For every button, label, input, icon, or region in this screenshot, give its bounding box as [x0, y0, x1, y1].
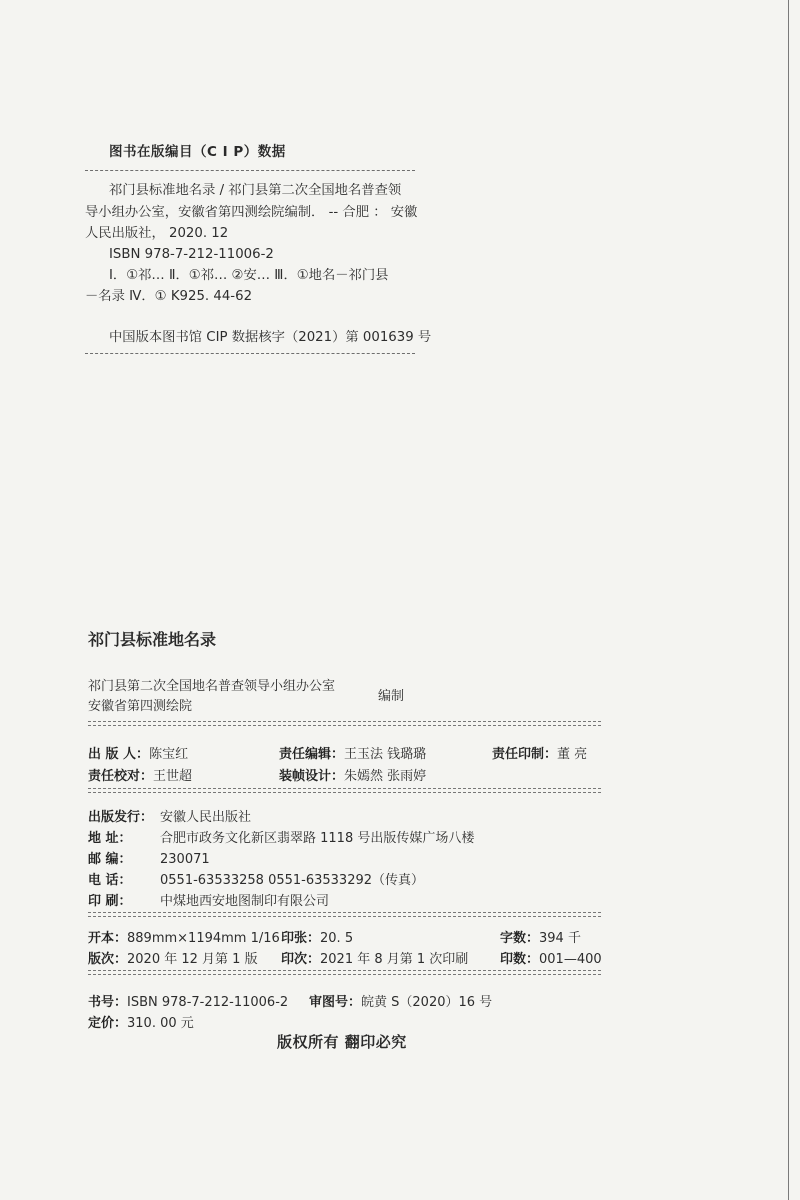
design-row: [279, 765, 426, 784]
design-value: 朱嫣然 张雨婷: [344, 769, 427, 784]
spec-impression: [281, 948, 468, 967]
info-row-address: [88, 827, 474, 846]
cip-top-rule: [85, 170, 415, 171]
spec-value: 394 千: [539, 931, 581, 946]
compiler-2: 安徽省第四测绘院: [88, 699, 193, 714]
spec-label: 版次：: [88, 952, 128, 967]
info-row-publisher: [88, 806, 251, 825]
info-label: 电 话：: [88, 873, 132, 888]
copyright-notice: 版权所有 翻印必究: [277, 1033, 407, 1051]
publisher-person-value: 陈宝红: [149, 747, 189, 762]
spec-label: 开本：: [88, 931, 128, 946]
info-value: 230071: [160, 852, 210, 867]
cip-line-3: 人民出版社， 2020. 12: [85, 226, 229, 241]
cip-line-2: 导小组办公室，安徽省第四测绘院编制． -- 合肥 ： 安徽: [85, 205, 418, 220]
price-row: [88, 1012, 194, 1031]
info-row-postcode: [88, 848, 210, 867]
spec-words: [500, 927, 581, 946]
publisher-person-label: 出 版 人：: [88, 747, 150, 762]
info-label: 印 刷：: [88, 894, 132, 909]
print-resp-row: [492, 743, 587, 762]
review-value: 皖黄 S（2020）16 号: [361, 995, 493, 1010]
editor-row: [279, 743, 426, 762]
spec-value: 20. 5: [320, 931, 354, 946]
info-row-printer: [88, 890, 329, 909]
cip-line-6: －名录 Ⅳ．① K925. 44-62: [85, 289, 253, 304]
info-label: 出版发行：: [88, 810, 154, 825]
price-value: 310. 00 元: [127, 1016, 194, 1031]
spec-label: 印数：: [500, 952, 540, 967]
info-value: 安徽人民出版社: [160, 810, 252, 825]
divider-3: [88, 912, 601, 917]
info-label: 邮 编：: [88, 852, 132, 867]
spec-print-run: [500, 948, 602, 967]
editor-value: 王玉法 钱璐璐: [344, 747, 427, 762]
cip-heading: 图书在版编目（C I P）数据: [109, 144, 286, 160]
info-label: 地 址：: [88, 831, 132, 846]
divider-1: [88, 721, 601, 726]
info-value: 合肥市政务文化新区翡翠路 1118 号出版传媒广场八楼: [160, 831, 475, 846]
proofreader-value: 王世超: [153, 769, 193, 784]
cip-data-number: 中国版本图书馆 CIP 数据核字（2021）第 001639 号: [109, 330, 432, 345]
divider-2: [88, 788, 601, 793]
publisher-person-row: [88, 743, 188, 762]
proofreader-row: [88, 765, 192, 784]
compile-label: 编制: [378, 689, 405, 704]
print-resp-value: 董 亮: [557, 747, 588, 762]
compiler-1: 祁门县第二次全国地名普查领导小组办公室: [88, 679, 336, 694]
review-row: [309, 991, 492, 1010]
spec-format: [88, 927, 280, 946]
cip-line-4: ISBN 978-7-212-11006-2: [109, 247, 274, 262]
price-label: 定价：: [88, 1016, 128, 1031]
info-value: 0551-63533258 0551-63533292（传真）: [160, 873, 425, 888]
spec-sheets: [281, 927, 353, 946]
proofreader-label: 责任校对：: [88, 769, 154, 784]
spec-value: 889mm×1194mm 1/16: [127, 931, 280, 946]
editor-label: 责任编辑：: [279, 747, 345, 762]
spec-value: 001—400: [539, 952, 602, 967]
isbn-value: ISBN 978-7-212-11006-2: [127, 995, 289, 1010]
book-title: 祁门县标准地名录: [88, 630, 217, 649]
info-value: 中煤地西安地图制印有限公司: [160, 894, 330, 909]
spec-edition: [88, 948, 258, 967]
design-label: 装帧设计：: [279, 769, 345, 784]
print-resp-label: 责任印制：: [492, 747, 558, 762]
review-label: 审图号：: [309, 995, 362, 1010]
spec-label: 印次：: [281, 952, 321, 967]
isbn-row: [88, 991, 288, 1010]
spec-label: 印张：: [281, 931, 321, 946]
page-right-edge: [788, 0, 789, 1200]
divider-4: [88, 970, 601, 975]
spec-label: 字数：: [500, 931, 540, 946]
spec-value: 2021 年 8 月第 1 次印刷: [320, 952, 469, 967]
isbn-label: 书号：: [88, 995, 128, 1010]
info-row-phone: [88, 869, 424, 888]
spec-value: 2020 年 12 月第 1 版: [127, 952, 258, 967]
cip-bottom-rule: [85, 353, 415, 354]
cip-line-5: Ⅰ．①祁… Ⅱ．①祁… ②安… Ⅲ．①地名－祁门县: [109, 268, 389, 283]
cip-line-1: 祁门县标准地名录 / 祁门县第二次全国地名普查领: [109, 183, 402, 198]
